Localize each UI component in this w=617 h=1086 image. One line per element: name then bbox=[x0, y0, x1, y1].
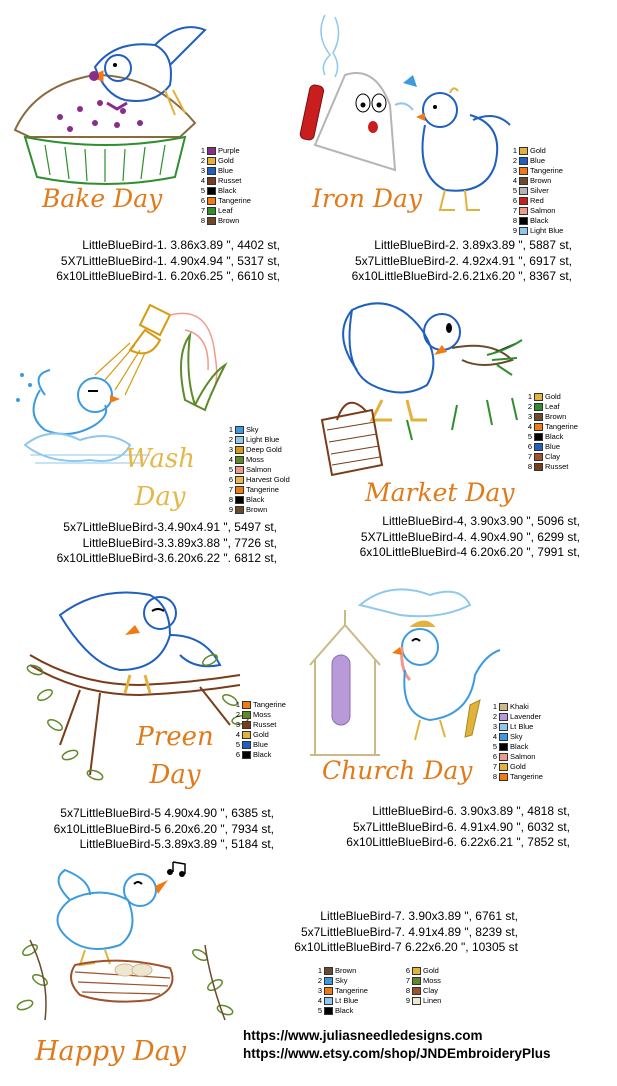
legend-item: 7 Moss bbox=[405, 976, 441, 985]
color-swatch bbox=[412, 987, 421, 995]
legend-item: 3 Deep Gold bbox=[228, 445, 282, 454]
color-swatch bbox=[519, 177, 528, 185]
legend-item: 1 Gold bbox=[527, 392, 561, 401]
church-day-title: Church Day bbox=[322, 756, 473, 785]
legend-item: 3 Brown bbox=[527, 412, 567, 421]
legend-item: 1 Brown bbox=[317, 966, 357, 975]
legend-item: 2 Blue bbox=[512, 156, 546, 165]
happy-day-specs bbox=[294, 909, 518, 956]
legend-item: 4 Lt Blue bbox=[317, 996, 359, 1005]
color-swatch bbox=[534, 463, 543, 471]
color-swatch bbox=[519, 167, 528, 175]
color-swatch bbox=[207, 207, 216, 215]
color-swatch bbox=[207, 177, 216, 185]
website-link[interactable]: https://www.juliasneedledesigns.com bbox=[243, 1028, 483, 1043]
color-swatch bbox=[235, 506, 244, 514]
spec-line: LittleBlueBird-3.3.89x3.88 ", 7726 st, bbox=[82, 535, 277, 550]
legend-item: 7 Clay bbox=[527, 452, 561, 461]
spec-line: LittleBlueBird-2. 3.89x3.89 ", 5887 st, bbox=[374, 238, 572, 252]
legend-item: 3 Russet bbox=[235, 720, 277, 729]
legend-item: 1 Khaki bbox=[492, 702, 529, 711]
legend-item: 6 Red bbox=[512, 196, 544, 205]
color-swatch bbox=[235, 436, 244, 444]
spec-line: 5x7LittleBlueBird-6. 4.91x4.90 ", 6032 st, bbox=[352, 819, 570, 834]
color-swatch bbox=[412, 997, 421, 1005]
bake-day-color-legend bbox=[198, 146, 251, 226]
legend-item: 8 Black bbox=[512, 216, 549, 225]
color-swatch bbox=[499, 723, 508, 731]
color-swatch bbox=[207, 147, 216, 155]
legend-item: 1 Tangerine bbox=[235, 700, 286, 709]
color-swatch bbox=[412, 977, 421, 985]
market-day-specs bbox=[360, 514, 580, 561]
legend-item: 4 Tangerine bbox=[527, 422, 578, 431]
color-swatch bbox=[519, 147, 528, 155]
color-swatch bbox=[534, 433, 543, 441]
legend-item: 2 Moss bbox=[235, 710, 271, 719]
legend-item: 2 Leaf bbox=[527, 402, 560, 411]
legend-item: 3 Blue bbox=[200, 166, 234, 175]
legend-item: 1 Sky bbox=[228, 425, 259, 434]
color-swatch bbox=[534, 393, 543, 401]
color-swatch bbox=[499, 733, 508, 741]
color-swatch bbox=[207, 197, 216, 205]
color-swatch bbox=[242, 721, 251, 729]
legend-item: 6 Tangerine bbox=[200, 196, 251, 205]
church-day-specs bbox=[346, 804, 570, 851]
legend-item: 5 Black bbox=[200, 186, 237, 195]
legend-item: 7 Gold bbox=[492, 762, 526, 771]
wash-day-title: Wash Day bbox=[124, 444, 196, 512]
legend-item: 2 Gold bbox=[200, 156, 234, 165]
happy-day-title: Happy Day bbox=[35, 1036, 187, 1067]
color-swatch bbox=[235, 496, 244, 504]
color-swatch bbox=[534, 453, 543, 461]
spec-line: LittleBlueBird-4, 3.90x3.90 ", 5096 st, bbox=[382, 514, 580, 528]
legend-item: 7 Salmon bbox=[512, 206, 556, 215]
preen-day-specs bbox=[54, 806, 274, 853]
legend-item: 8 Tangerine bbox=[492, 772, 543, 781]
color-swatch bbox=[519, 187, 528, 195]
color-swatch bbox=[534, 403, 543, 411]
legend-item: 4 Brown bbox=[512, 176, 552, 185]
legend-item: 5 Silver bbox=[512, 186, 549, 195]
spec-line: 6x10LittleBlueBird-5 6.20x6.20 ", 7934 st, bbox=[53, 821, 274, 836]
church-day-color-legend bbox=[490, 702, 543, 782]
color-swatch bbox=[324, 1007, 333, 1015]
legend-item: 5 Blue bbox=[235, 740, 269, 749]
color-swatch bbox=[519, 197, 528, 205]
legend-item: 7 Leaf bbox=[200, 206, 233, 215]
spec-line: LittleBlueBird-7. 3.90x3.89 ", 6761 st, bbox=[320, 909, 518, 923]
color-swatch bbox=[499, 753, 508, 761]
color-swatch bbox=[324, 987, 333, 995]
color-swatch bbox=[235, 476, 244, 484]
legend-item: 8 Black bbox=[228, 495, 265, 504]
iron-day-specs bbox=[352, 238, 572, 285]
wash-day-color-legend bbox=[226, 425, 290, 515]
legend-item: 8 Russet bbox=[527, 462, 569, 471]
iron-day-color-legend bbox=[510, 146, 563, 236]
legend-item: 4 Gold bbox=[235, 730, 269, 739]
legend-item: 3 Lt Blue bbox=[492, 722, 534, 731]
spec-line: 5x7LittleBlueBird-2. 4.92x4.91 ", 6917 st, bbox=[354, 253, 572, 268]
bake-day-specs bbox=[56, 238, 280, 285]
color-swatch bbox=[324, 997, 333, 1005]
color-swatch bbox=[499, 703, 508, 711]
color-swatch bbox=[534, 413, 543, 421]
color-swatch bbox=[324, 967, 333, 975]
legend-item: 1 Purple bbox=[200, 146, 240, 155]
legend-item: 3 Tangerine bbox=[317, 986, 368, 995]
color-swatch bbox=[499, 773, 508, 781]
spec-line: 6x10LittleBlueBird-1. 6.20x6.25 ", 6610 st, bbox=[56, 269, 280, 283]
legend-item: 5 Salmon bbox=[228, 465, 272, 474]
legend-item: 7 Tangerine bbox=[228, 485, 279, 494]
color-swatch bbox=[242, 701, 251, 709]
color-swatch bbox=[534, 423, 543, 431]
spec-line: LittleBlueBird-5.3.89x3.89 ", 5184 st, bbox=[79, 837, 274, 851]
spec-line: 6x10LittleBlueBird-2.6.21x6.20 ", 8367 st, bbox=[351, 269, 572, 283]
happy-day-artwork bbox=[10, 860, 235, 1035]
legend-item: 8 Brown bbox=[200, 216, 240, 225]
spec-line: 5x7LittleBlueBird-3.4.90x4.91 ", 5497 st, bbox=[63, 520, 277, 534]
legend-item: 4 Russet bbox=[200, 176, 242, 185]
color-swatch bbox=[499, 743, 508, 751]
color-swatch bbox=[242, 731, 251, 739]
color-swatch bbox=[242, 741, 251, 749]
color-swatch bbox=[412, 967, 421, 975]
spec-line: 6x10LittleBlueBird-7 6.22x6.20 ", 10305 st bbox=[294, 940, 518, 954]
legend-item: 9 Light Blue bbox=[512, 226, 564, 235]
spec-line: LittleBlueBird-6. 3.90x3.89 ", 4818 st, bbox=[372, 804, 570, 818]
market-day-title: Market Day bbox=[365, 478, 515, 507]
legend-item: 2 Light Blue bbox=[228, 435, 280, 444]
happy-day-color-legend bbox=[315, 966, 491, 1016]
color-swatch bbox=[207, 167, 216, 175]
spec-line: LittleBlueBird-1. 3.86x3.89 ", 4402 st, bbox=[82, 238, 280, 252]
spec-line: 6x10LittleBlueBird-4 6.20x6.20 ", 7991 st, bbox=[359, 545, 580, 559]
color-swatch bbox=[519, 227, 528, 235]
color-swatch bbox=[499, 763, 508, 771]
legend-item: 1 Gold bbox=[512, 146, 546, 155]
color-swatch bbox=[235, 456, 244, 464]
iron-day-title: Iron Day bbox=[312, 184, 422, 213]
legend-item: 3 Tangerine bbox=[512, 166, 563, 175]
spec-line: 5X7LittleBlueBird-4. 4.90x4.90 ", 6299 st, bbox=[360, 529, 580, 544]
color-swatch bbox=[235, 426, 244, 434]
legend-item: 8 Clay bbox=[405, 986, 439, 995]
color-swatch bbox=[235, 446, 244, 454]
preen-day-title: Preen Day bbox=[136, 722, 214, 790]
legend-item: 9 Linen bbox=[405, 996, 442, 1005]
spec-line: 6x10LittleBlueBird-6. 6.22x6.21 ", 7852 st, bbox=[346, 835, 570, 849]
preen-day-color-legend bbox=[233, 700, 286, 760]
color-swatch bbox=[519, 157, 528, 165]
color-swatch bbox=[534, 443, 543, 451]
spec-line: 6x10LittleBlueBird-3.6.20x6.22 ". 6812 st, bbox=[56, 551, 277, 565]
color-swatch bbox=[499, 713, 508, 721]
legend-item: 5 Black bbox=[317, 1006, 354, 1015]
market-day-color-legend bbox=[525, 392, 578, 472]
color-swatch bbox=[519, 217, 528, 225]
color-swatch bbox=[519, 207, 528, 215]
legend-item: 2 Lavender bbox=[492, 712, 542, 721]
spec-line: 5x7LittleBlueBird-7. 4.91x4.89 ", 8239 st, bbox=[300, 924, 518, 939]
color-swatch bbox=[235, 486, 244, 494]
color-swatch bbox=[235, 466, 244, 474]
color-swatch bbox=[324, 977, 333, 985]
color-swatch bbox=[207, 217, 216, 225]
bake-day-title: Bake Day bbox=[42, 184, 163, 213]
legend-item: 4 Sky bbox=[492, 732, 523, 741]
color-swatch bbox=[207, 187, 216, 195]
legend-item: 2 Sky bbox=[317, 976, 348, 985]
legend-item: 6 Harvest Gold bbox=[228, 475, 290, 484]
color-swatch bbox=[242, 711, 251, 719]
legend-item: 4 Moss bbox=[228, 455, 264, 464]
market-day-artwork bbox=[312, 290, 537, 500]
wash-day-specs bbox=[57, 520, 277, 567]
legend-item: 6 Blue bbox=[527, 442, 561, 451]
spec-line: 5X7LittleBlueBird-1. 4.90x4.94 ", 5317 st, bbox=[60, 253, 280, 268]
color-swatch bbox=[242, 751, 251, 759]
legend-item: 6 Black bbox=[235, 750, 272, 759]
legend-item: 9 Brown bbox=[228, 505, 268, 514]
spec-line: 5x7LittleBlueBird-5 4.90x4.90 ", 6385 st, bbox=[60, 806, 274, 820]
color-swatch bbox=[207, 157, 216, 165]
legend-item: 5 Black bbox=[527, 432, 564, 441]
legend-item: 5 Black bbox=[492, 742, 529, 751]
legend-item: 6 Salmon bbox=[492, 752, 536, 761]
legend-item: 6 Gold bbox=[405, 966, 439, 975]
etsy-shop-link[interactable]: https://www.etsy.com/shop/JNDEmbroideryPlus bbox=[243, 1046, 551, 1061]
